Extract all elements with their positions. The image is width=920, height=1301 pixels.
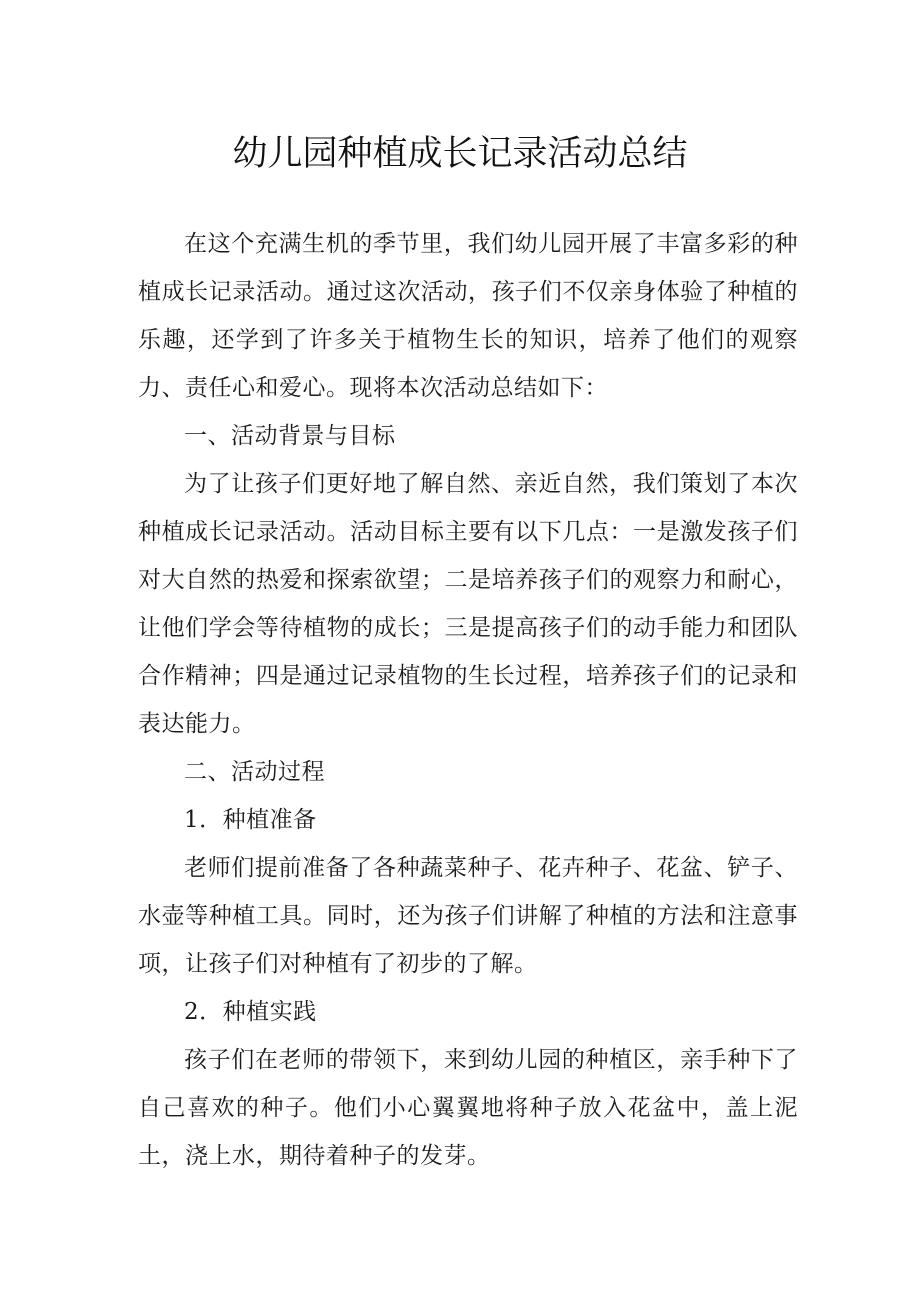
section-heading-background: 一、活动背景与目标	[184, 423, 396, 449]
background-paragraph: 为了让孩子们更好地了解自然、亲近自然，我们策划了本次种植成长记录活动。活动目标主要有以下几点：一是激发孩子们对大自然的热爱和探索欲望；二是培养孩子们的观察力和耐心，让他们学会等待植物的成长；三是提高孩子们的动手能力和团队合作精神；四是通过记录植物的生长过程，培养孩子们的记录和表达能力。	[138, 471, 798, 737]
section-heading-process: 二、活动过程	[184, 759, 325, 785]
practice-paragraph: 孩子们在老师的带领下，来到幼儿园的种植区，亲手种下了自己喜欢的种子。他们小心翼翼地将种子放入花盆中，盖上泥土，浇上水，期待着种子的发芽。	[138, 1047, 798, 1169]
preparation-paragraph: 老师们提前准备了各种蔬菜种子、花卉种子、花盆、铲子、水壶等种植工具。同时，还为孩子们讲解了种植的方法和注意事项，让孩子们对种植有了初步的了解。	[138, 855, 798, 977]
document-body	[138, 220, 798, 1180]
document-title: 幼儿园种植成长记录活动总结	[232, 134, 688, 174]
subheading-preparation: 1．种植准备	[184, 807, 317, 833]
intro-paragraph: 在这个充满生机的季节里，我们幼儿园开展了丰富多彩的种植成长记录活动。通过这次活动，孩子们不仅亲身体验了种植的乐趣，还学到了许多关于植物生长的知识，培养了他们的观察力、责任心和爱心。现将本次活动总结如下：	[138, 231, 798, 401]
subheading-practice: 2．种植实践	[184, 999, 317, 1025]
